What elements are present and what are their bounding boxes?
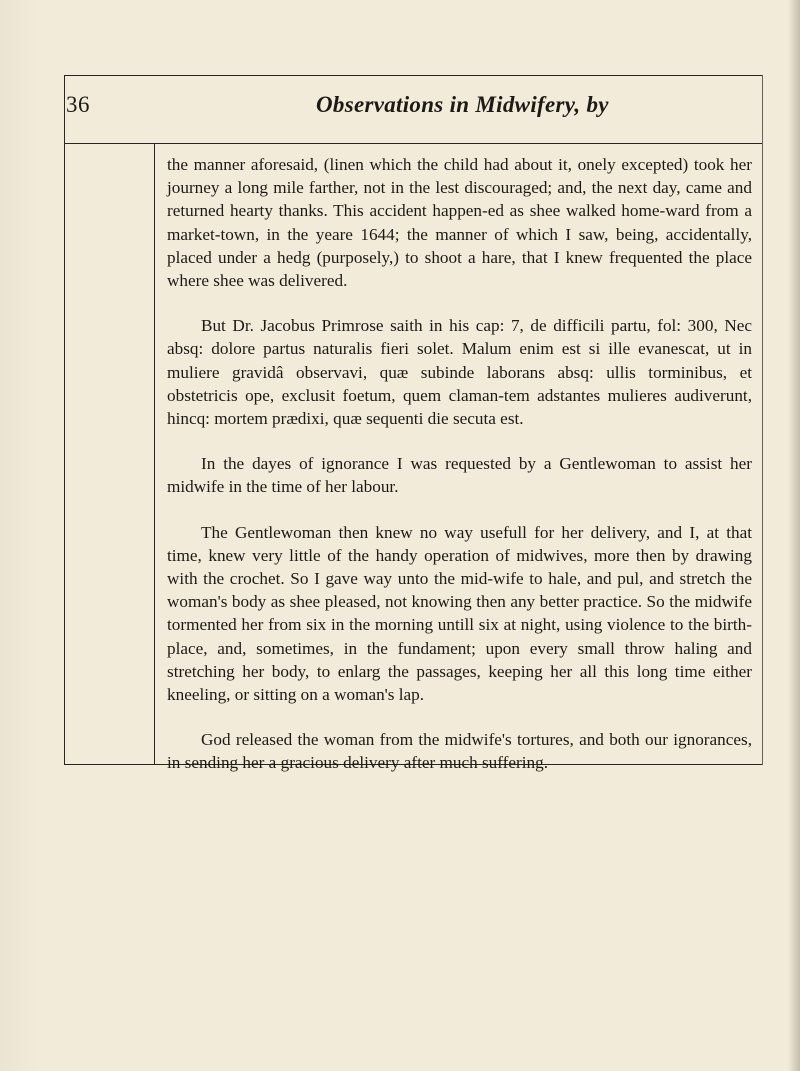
left-border-rule [64, 75, 65, 765]
body-text [167, 153, 752, 775]
running-title: Observations in Midwifery, by [316, 92, 609, 117]
paragraph-5: God released the woman from the midwife's tortures, and both our ignorances, in sending her a gracious delivery after much suffering. [167, 730, 752, 773]
page-number: 36 [66, 92, 90, 117]
margin-rule [154, 143, 155, 764]
page-edge-shadow [788, 0, 800, 1071]
top-rule [64, 75, 762, 76]
paragraph-1: the manner aforesaid, (linen which the child had about it, onely excepted) took her journey a long mile farther, not in the lest discouraged; and, the next day, came and returned hearty thanks. This accident happen-ed as shee walked home-ward from a market-town, in the yeare 1644; the manner of which I saw, being, accidentally, placed under a hedg (purposely,) to shoot a hare, that I knew frequented the place where shee was delivered. [167, 155, 752, 291]
paragraph-3: In the dayes of ignorance I was requested by a Gentlewoman to assist her midwife in the time of her labour. [167, 454, 752, 497]
header-rule [64, 143, 762, 144]
right-border-rule [762, 75, 763, 765]
paragraph-4: The Gentlewoman then knew no way usefull for her delivery, and I, at that time, knew very little of the handy operation of midwives, more then by drawing with the crochet. So I gave way unto the mid-wife to hale, and pul, and stretch the woman's body as shee pleased, not knowing then any better practice. So the midwife tormented her from six in the morning untill six at night, using violence to the birth-place, and, sometimes, in the fundament; upon every small throw haling and stretching her body, to enlarg the passages, keeping her all this long time either kneeling, or sitting on a woman's lap. [167, 522, 752, 705]
paragraph-2: But Dr. Jacobus Primrose saith in his cap: 7, de difficili partu, fol: 300, Nec absq: dolore partus naturalis fieri solet. Malum enim est si ille evanescat, ut in muliere gravidâ observavi, quæ subinde laborans absq: ullis torminibus, et obstetricis ope, exclusit foetum, quem claman-tem adstantes mulieres audiverunt, hincq: mortem prædixi, quæ sequenti die secuta est. [167, 316, 752, 429]
